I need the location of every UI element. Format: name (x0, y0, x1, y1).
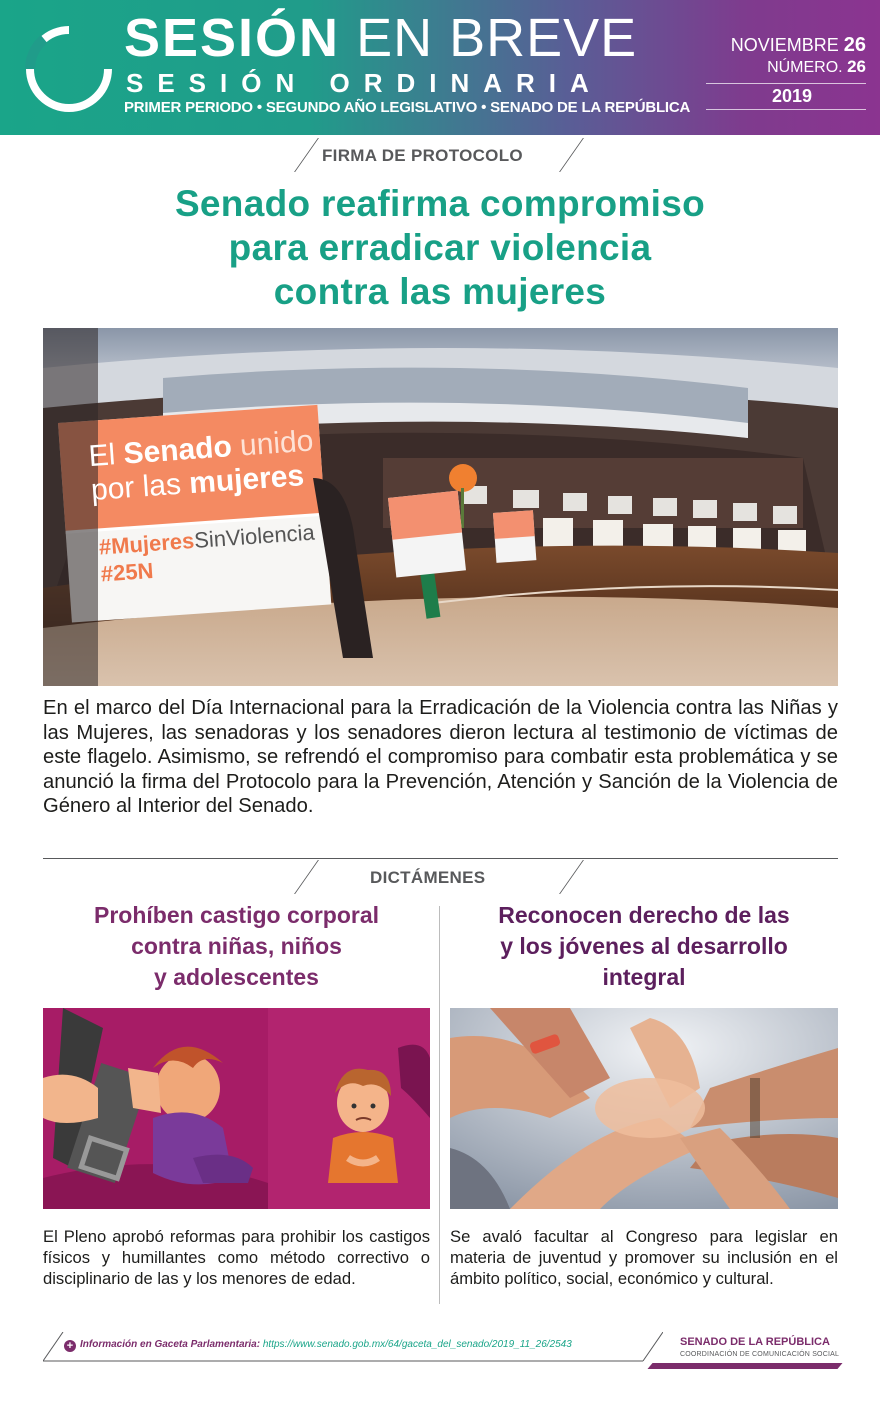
sign-hashtag-mujeres: #Mujeres (98, 527, 196, 560)
right-headline-line1: Reconocen derecho de las (498, 902, 790, 928)
section-label-firma: FIRMA DE PROTOCOLO (322, 146, 523, 165)
protest-sign (75, 415, 345, 589)
senate-chamber-photo (43, 328, 838, 686)
footer-organization: SENADO DE LA REPÚBLICA (680, 1336, 830, 1348)
issue-date (706, 34, 866, 56)
main-article-body: En el marco del Día Internacional para la Erradicación de la Violencia contra las Niñas y las Mujeres, las senadoras y los senadores dieron lectura al testimonio de víctimas de este flagelo. Asimismo, se refrendó el compromiso para combatir esta problemática y se anunció la firma del Protocolo para la Prevención, Atención y Sanción de la Violencia de Género al Interior del Senado. (43, 697, 838, 817)
gaceta-label: Información en Gaceta Parlamentaria: (80, 1339, 261, 1350)
youth-hands-illustration (450, 1008, 838, 1209)
header-banner (0, 0, 880, 135)
corporal-punishment-illustration (43, 1008, 430, 1209)
sign-text-mujeres: mujeres (188, 459, 306, 501)
publication-title-bold: SESIÓN (124, 8, 341, 68)
column-separator (439, 906, 440, 1304)
section-slash-right (559, 138, 584, 172)
sign-text-el: El (87, 437, 125, 474)
sign-text-unido: unido (230, 424, 315, 464)
dictamenes-slash-left (294, 860, 319, 894)
section-label-dictamenes: DICTÁMENES (370, 868, 486, 887)
right-article-body: Se avaló facultar al Congreso para legislar en materia de juventud y promover su inclusión en el ámbito político, social, económico y cultural. (450, 1227, 838, 1288)
publication-title-light: EN BREVE (356, 8, 638, 68)
senado-logo-icon (24, 24, 114, 114)
left-headline-line3: y adolescentes (154, 964, 319, 990)
sign-text-senado: Senado (122, 430, 233, 471)
footer-accent-bar (647, 1363, 842, 1369)
section-divider (43, 858, 838, 859)
left-article-headline (43, 900, 430, 993)
gaceta-link[interactable]: https://www.senado.gob.mx/64/gaceta_del_senado/2019_11_26/2543 (262, 1339, 572, 1350)
publication-title (124, 8, 637, 68)
sign-hashtag-sinviolencia: SinViolencia (193, 519, 316, 553)
main-headline (0, 182, 880, 314)
left-article-body: El Pleno aprobó reformas para prohibir los castigos físicos y humillantes como método correctivo o disciplinario de las y los menores de edad. (43, 1227, 430, 1288)
main-headline-line1: Senado reafirma compromiso (174, 183, 706, 224)
issue-year: 2019 (706, 83, 866, 110)
issue-month: NOVIEMBRE (730, 35, 839, 55)
gaceta-info (64, 1339, 572, 1352)
issue-number-label: NÚMERO. (767, 59, 843, 76)
left-headline-line2: contra niñas, niños (131, 933, 342, 959)
child-abuse-illustration (43, 1008, 430, 1209)
left-headline-line1: Prohíben castigo corporal (94, 902, 379, 928)
footer-department: COORDINACIÓN DE COMUNICACIÓN SOCIAL (680, 1351, 840, 1358)
main-headline-line2: para erradicar violencia (228, 227, 652, 268)
sign-text-por-las: por las (89, 467, 191, 507)
sign-hashtag-25n: #25N (100, 557, 155, 587)
main-headline-line3: contra las mujeres (273, 271, 607, 312)
legislative-period: PRIMER PERIODO • SEGUNDO AÑO LEGISLATIVO • SENADO DE LA REPÚBLICA (124, 99, 691, 116)
dictamenes-slash-right (559, 860, 584, 894)
issue-info (706, 34, 866, 110)
issue-number-value: 26 (847, 57, 866, 76)
plus-circle-icon: + (64, 1340, 76, 1352)
section-slash-left (294, 138, 319, 172)
right-article-headline (450, 900, 838, 993)
issue-number (706, 56, 866, 79)
session-type: SESIÓN ORDINARIA (126, 68, 603, 98)
issue-day: 26 (843, 34, 866, 56)
right-headline-line2: y los jóvenes al desarrollo (500, 933, 788, 959)
hands-together-photo (450, 1008, 838, 1209)
right-headline-line3: integral (602, 964, 686, 990)
